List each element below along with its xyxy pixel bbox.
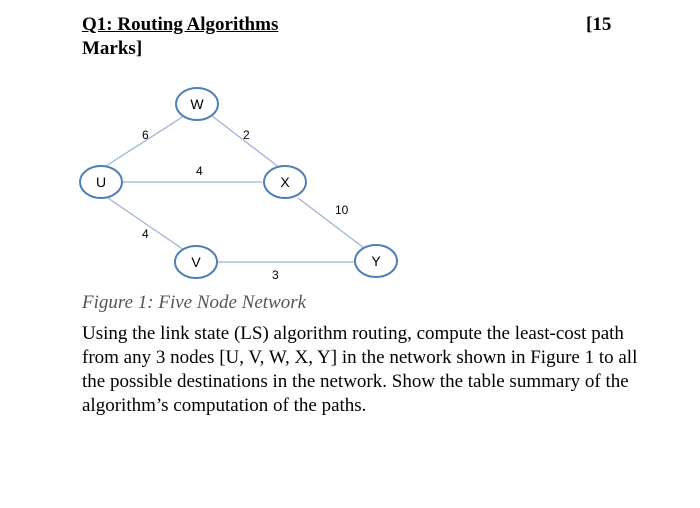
marks-label-end: Marks]: [82, 38, 143, 59]
node-u: [80, 166, 122, 198]
weight-x-y: 10: [335, 203, 349, 217]
weight-u-x: 4: [196, 164, 203, 178]
question-title: Q1: Routing Algorithms: [82, 14, 279, 35]
marks-label-start: [15: [586, 14, 612, 35]
node-x-label: X: [280, 174, 290, 190]
weight-v-y: 3: [272, 268, 279, 282]
edge-u-v: [108, 198, 184, 250]
node-y-label: Y: [371, 253, 381, 269]
node-v-label: V: [191, 254, 201, 270]
question-text: Using the link state (LS) algorithm routing, compute the least-cost path from any 3 nodes [U, V, W, X, Y] in the network shown in Figure 1 to all the possible destinations in the network. Show the table summary of the algorithm’s computation of the paths.: [82, 323, 638, 416]
edge-x-y: [298, 198, 364, 248]
node-x: [264, 166, 306, 198]
weight-u-w: 6: [142, 128, 149, 142]
weight-u-v: 4: [142, 227, 149, 241]
weight-w-x: 2: [243, 128, 250, 142]
node-w: [176, 88, 218, 120]
node-v: [175, 246, 217, 278]
node-u-label: U: [95, 174, 107, 190]
figure-caption: Figure 1: Five Node Network: [82, 292, 307, 313]
edge-w-x: [212, 116, 280, 168]
node-w-label: W: [190, 96, 204, 112]
node-y: [355, 245, 397, 277]
